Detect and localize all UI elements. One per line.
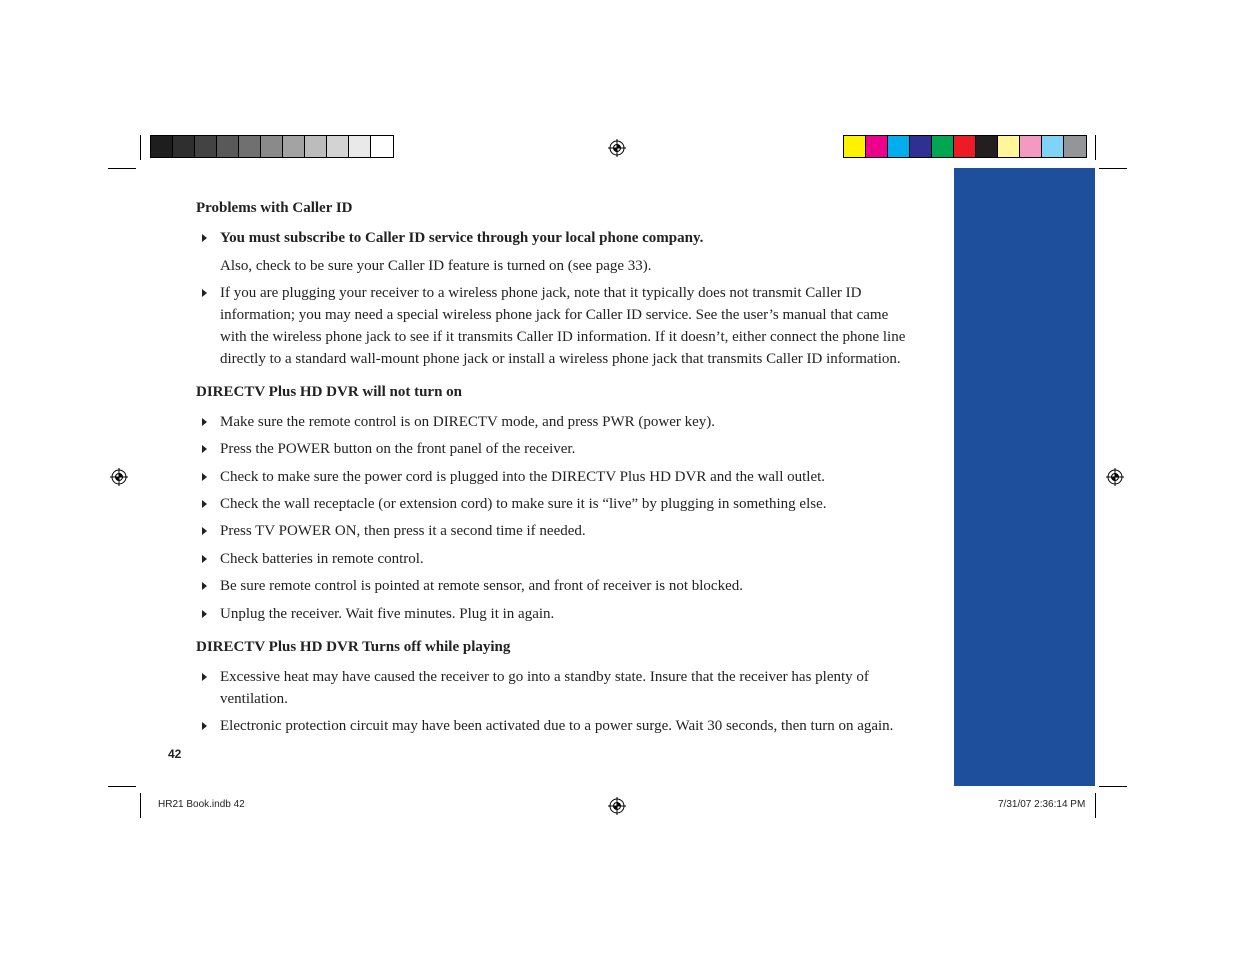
triangle-bullet-icon	[202, 610, 207, 618]
slug-file-info: HR21 Book.indb 42	[158, 799, 245, 810]
color-swatch	[327, 136, 349, 157]
list-item: You must subscribe to Caller ID service through your local phone company.	[196, 227, 936, 249]
list-item: Electronic protection circuit may have been activated due to a power surge. Wait 30 seconds, then turn on again.	[196, 715, 936, 737]
crop-mark	[140, 135, 141, 160]
section-heading-will-not-turn-on: DIRECTV Plus HD DVR will not turn on	[196, 384, 463, 400]
list-item: Check to make sure the power cord is plugged into the DIRECTV Plus HD DVR and the wall outlet.	[196, 466, 936, 488]
triangle-bullet-icon	[202, 234, 207, 242]
process-color-bar	[843, 135, 1087, 158]
registration-mark-icon	[1106, 468, 1124, 486]
list-item: Excessive heat may have caused the receiver to go into a standby state. Insure that the receiver has plenty of ventilation.	[196, 666, 936, 710]
color-swatch	[910, 136, 932, 157]
color-swatch	[151, 136, 173, 157]
list-item: Check the wall receptacle (or extension cord) to make sure it is “live” by plugging in something else.	[196, 493, 936, 515]
color-swatch	[888, 136, 910, 157]
registration-mark-icon	[608, 139, 626, 157]
list-item: Be sure remote control is pointed at remote sensor, and front of receiver is not blocked.	[196, 575, 936, 597]
crop-mark	[1095, 135, 1096, 160]
color-swatch	[932, 136, 954, 157]
triangle-bullet-icon	[202, 582, 207, 590]
page-number: 42	[168, 747, 182, 761]
triangle-bullet-icon	[202, 418, 207, 426]
list-item: Make sure the remote control is on DIRECTV mode, and press PWR (power key).	[196, 411, 936, 433]
color-swatch	[217, 136, 239, 157]
color-swatch	[349, 136, 371, 157]
color-swatch	[239, 136, 261, 157]
triangle-bullet-icon	[202, 527, 207, 535]
color-swatch	[1042, 136, 1064, 157]
crop-mark	[108, 168, 136, 169]
triangle-bullet-icon	[202, 500, 207, 508]
slug-timestamp: 7/31/07 2:36:14 PM	[998, 799, 1086, 810]
section-heading-caller-id: Problems with Caller ID	[196, 200, 353, 216]
color-swatch	[976, 136, 998, 157]
color-swatch	[954, 136, 976, 157]
section-heading-turns-off: DIRECTV Plus HD DVR Turns off while playing	[196, 639, 511, 655]
color-swatch	[1020, 136, 1042, 157]
triangle-bullet-icon	[202, 289, 207, 297]
registration-mark-icon	[608, 797, 626, 815]
grayscale-color-bar	[150, 135, 394, 158]
color-swatch	[283, 136, 305, 157]
list-item: If you are plugging your receiver to a wireless phone jack, note that it typically does not transmit Caller ID information; you may need a special wireless phone jack for Caller ID service. See the user’s manual that came with the wireless phone jack to see if it transmits Caller ID information. If it doesn’t, either connect the phone line directly to a standard wall-mount phone jack or install a wireless phone jack that transmits Caller ID information.	[196, 282, 936, 370]
triangle-bullet-icon	[202, 473, 207, 481]
crop-mark	[1099, 786, 1127, 787]
list-item: Press the POWER button on the front panel of the receiver.	[196, 438, 936, 460]
triangle-bullet-icon	[202, 445, 207, 453]
color-swatch	[866, 136, 888, 157]
color-swatch	[261, 136, 283, 157]
chapter-side-tab	[954, 168, 1095, 786]
crop-mark	[108, 786, 136, 787]
color-swatch	[371, 136, 393, 157]
color-swatch	[998, 136, 1020, 157]
list-item-note: Also, check to be sure your Caller ID feature is turned on (see page 33).	[220, 258, 652, 274]
color-swatch	[844, 136, 866, 157]
color-swatch	[305, 136, 327, 157]
color-swatch	[173, 136, 195, 157]
color-swatch	[195, 136, 217, 157]
color-swatch	[1064, 136, 1086, 157]
triangle-bullet-icon	[202, 722, 207, 730]
triangle-bullet-icon	[202, 555, 207, 563]
triangle-bullet-icon	[202, 673, 207, 681]
crop-mark	[1095, 793, 1096, 818]
list-item: Check batteries in remote control.	[196, 548, 936, 570]
crop-mark	[1099, 168, 1127, 169]
crop-mark	[140, 793, 141, 818]
list-item: Unplug the receiver. Wait five minutes. Plug it in again.	[196, 603, 936, 625]
registration-mark-icon	[110, 468, 128, 486]
list-item: Press TV POWER ON, then press it a second time if needed.	[196, 520, 936, 542]
